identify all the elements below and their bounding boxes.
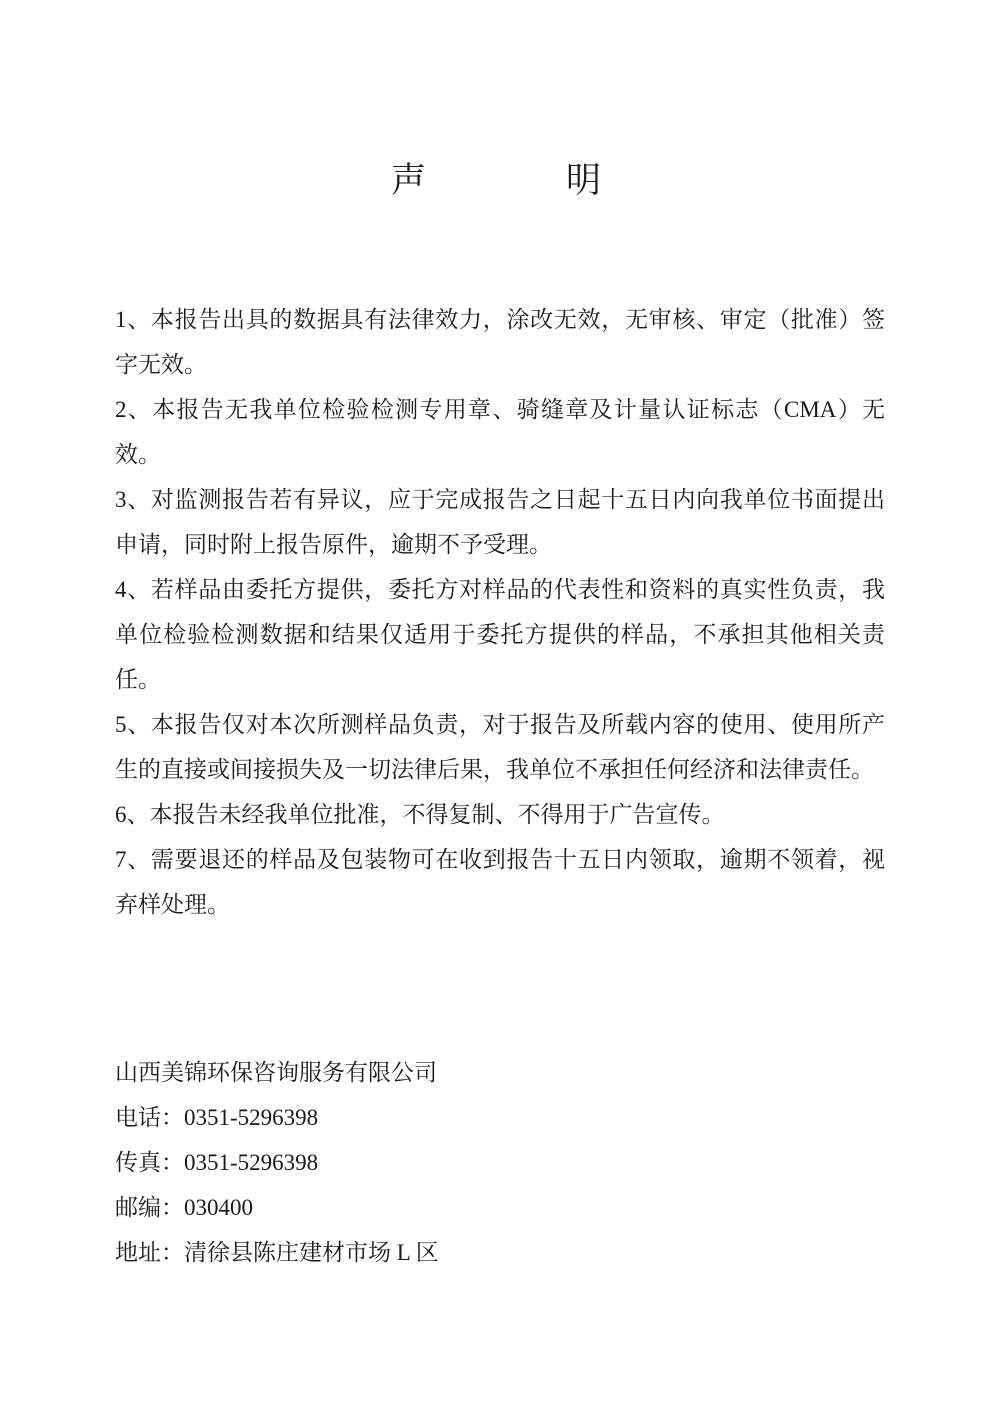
contact-address: 地址：清徐县陈庄建材市场 L 区 [115,1240,439,1265]
contact-phone: 电话：0351-5296398 [115,1105,319,1130]
declaration-item-3: 3、对监测报告若有异议，应于完成报告之日起十五日内向我单位书面提出申请，同时附上报告原件，逾期不予受理。 [115,487,885,557]
page-title: 声 明 [390,161,601,200]
declaration-item-1: 1、本报告出具的数据具有法律效力，涂改无效，无审核、审定（批准）签字无效。 [115,307,885,377]
contact-postcode: 邮编：030400 [115,1195,253,1220]
contact-block [115,1050,885,1275]
declaration-item-2: 2、本报告无我单位检验检测专用章、骑缝章及计量认证标志（CMA）无效。 [115,397,885,467]
company-name: 山西美锦环保咨询服务有限公司 [115,1060,437,1085]
declaration-item-7: 7、需要退还的样品及包装物可在收到报告十五日内领取，逾期不领着，视弃样处理。 [115,847,885,917]
contact-fax: 传真：0351-5296398 [115,1150,319,1175]
declaration-item-5: 5、本报告仅对本次所测样品负责，对于报告及所载内容的使用、使用所产生的直接或间接损失及一切法律后果，我单位不承担任何经济和法律责任。 [115,712,885,782]
declaration-body [115,297,885,927]
declaration-item-4: 4、若样品由委托方提供，委托方对样品的代表性和资料的真实性负责，我单位检验检测数据和结果仅适用于委托方提供的样品，不承担其他相关责任。 [115,577,885,692]
declaration-item-6: 6、本报告未经我单位批准，不得复制、不得用于广告宣传。 [115,802,725,827]
